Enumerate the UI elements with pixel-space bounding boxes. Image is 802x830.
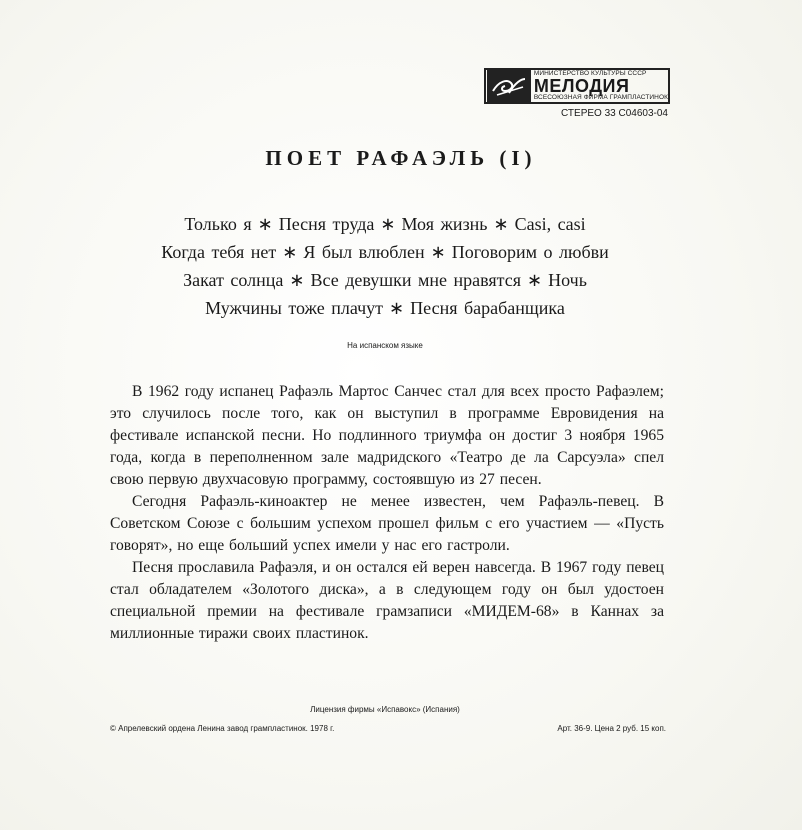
separator-star-icon: ∗ xyxy=(282,242,298,262)
logo-name: МЕЛОДИЯ xyxy=(533,76,630,96)
catalog-number: СТЕРЕО 33 С04603-04 xyxy=(561,108,668,119)
track-title: Поговорим о любви xyxy=(451,242,609,262)
track-list xyxy=(100,210,670,322)
separator-star-icon: ∗ xyxy=(380,214,396,234)
separator-star-icon: ∗ xyxy=(389,298,405,318)
track-title: Закат солнца xyxy=(183,270,284,290)
logo-text xyxy=(531,71,668,102)
track-title: Я был влюблен xyxy=(303,242,425,262)
track-title: Песня труда xyxy=(278,214,375,234)
manufacturer-note: © Апрелевский ордена Ленина завод грампластинок. 1978 г. xyxy=(110,724,335,733)
logo-firm: ВСЕСОЮЗНАЯ ФИРМА ГРАМПЛАСТИНОК xyxy=(533,94,668,101)
liner-paragraph: Сегодня Рафаэль-киноактер не менее известен, чем Рафаэль-певец. В Советском Союзе с большим успехом прошел фильм с его участием — «Пусть говорят», но еще больший успех имели у нас его гастроли. xyxy=(110,493,664,554)
separator-star-icon: ∗ xyxy=(493,214,509,234)
separator-star-icon: ∗ xyxy=(430,242,446,262)
track-line xyxy=(100,210,670,238)
album-title: ПОЕТ РАФАЭЛЬ (I) xyxy=(265,146,537,170)
separator-star-icon: ∗ xyxy=(289,270,305,290)
footer xyxy=(110,724,666,733)
price-note: Арт. 36-9. Цена 2 руб. 15 коп. xyxy=(557,724,666,733)
liner-notes xyxy=(110,381,664,645)
logo-ministry: МИНИСТЕРСТВО КУЛЬТУРЫ СССР xyxy=(533,69,647,77)
separator-star-icon: ∗ xyxy=(527,270,543,290)
license-note: Лицензия фирмы «Испавокс» (Испания) xyxy=(310,705,460,714)
track-line xyxy=(100,294,670,322)
track-title: Casi, casi xyxy=(514,214,586,234)
melodiya-logo-icon xyxy=(487,70,531,102)
track-title: Только я xyxy=(184,214,252,234)
track-title: Ночь xyxy=(548,270,587,290)
track-title: Когда тебя нет xyxy=(161,242,277,262)
track-title: Моя жизнь xyxy=(401,214,488,234)
liner-paragraph: Песня прославила Рафаэля, и он остался ей верен навсегда. В 1967 году певец стал обладателем «Золотого диска», а в следующем году он был удостоен специальной премии на фестивале грамзаписи «МИДЕМ-68» в Каннах за миллионные тиражи своих пластинок. xyxy=(110,559,664,642)
melodiya-logo xyxy=(484,68,670,104)
track-title: Все девушки мне нравятся xyxy=(310,270,522,290)
language-note: На испанском языке xyxy=(347,341,423,350)
track-title: Мужчины тоже плачут xyxy=(205,298,384,318)
track-line xyxy=(100,266,670,294)
separator-star-icon: ∗ xyxy=(257,214,273,234)
track-title: Песня барабанщика xyxy=(410,298,565,318)
liner-paragraph: В 1962 году испанец Рафаэль Мартос Санчес стал для всех просто Рафаэлем; это случилось после того, как он выступил в программе Евровидения на фестивале испанской песни. Но подлинного триумфа он достиг 3 ноября 1965 года, когда в переполненном зале мадридского «Театро де ла Сарсуэла» спел свою первую двухчасовую программу, состоявшую из 27 песен. xyxy=(110,383,664,488)
track-line xyxy=(100,238,670,266)
